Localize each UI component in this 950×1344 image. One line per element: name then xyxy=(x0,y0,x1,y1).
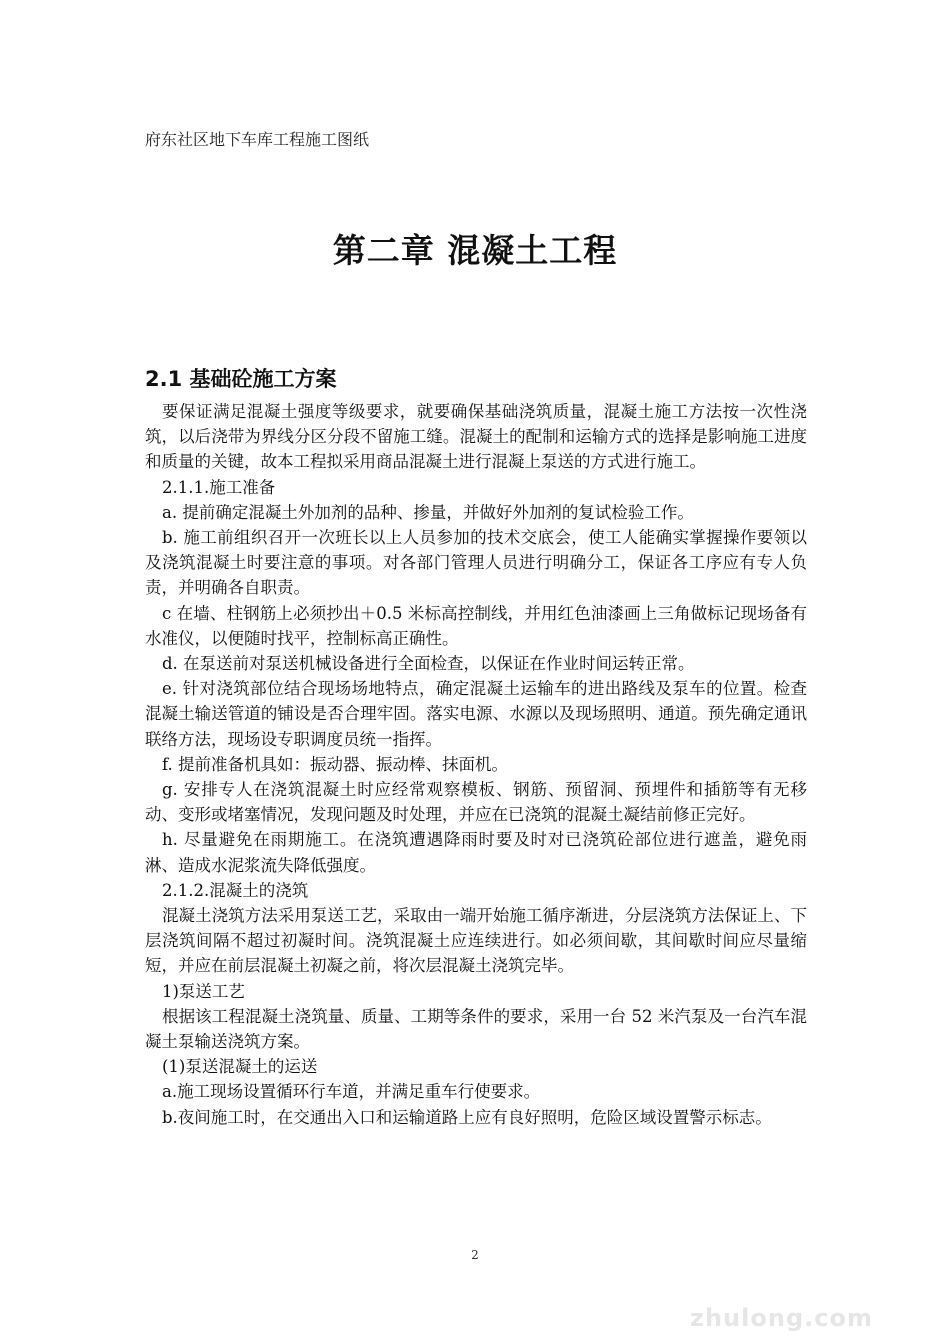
page-number: 2 xyxy=(471,1248,479,1262)
subsection-heading: (1)泵送混凝土的运送 xyxy=(162,1057,318,1077)
list-item: g. 安排专人在浇筑混凝土时应经常观察模板、钢筋、预留洞、预埋件和插筋等有无移动、变形或堵塞情况，发现问题及时处理，并应在已浇筑的混凝土凝结前修正完好。 xyxy=(145,780,807,825)
watermark: zhulong.com xyxy=(690,1304,873,1332)
paragraph: 混凝土浇筑方法采用泵送工艺，采取由一端开始施工循序渐进，分层浇筑方法保证上、下层浇筑间隔不超过初凝时间。浇筑混凝土应连续进行。如必须间歇，其间歇时间应尽量缩短，并应在前层混凝土初凝之前，将次层混凝土浇筑完毕。 xyxy=(145,906,807,976)
paragraph: 根据该工程混凝土浇筑量、质量、工期等条件的要求，采用一台 52 米汽泵及一台汽车混凝土泵输送浇筑方案。 xyxy=(145,1006,807,1052)
section-title: 2.1 基础砼施工方案 xyxy=(145,367,337,391)
subsection-heading: 2.1.1.施工准备 xyxy=(162,477,276,497)
list-item: f. 提前准备机具如：振动器、振动棒、抹面机。 xyxy=(162,754,509,774)
subsection-heading: 2.1.2.混凝土的浇筑 xyxy=(162,880,309,900)
list-item: c 在墙、柱钢筋上必须抄出＋0.5 米标高控制线，并用红色油漆画上三角做标记现场备有水准仪，以便随时找平，控制标高正确性。 xyxy=(145,603,807,648)
list-item: a.施工现场设置循环行车道，并满足重车行使要求。 xyxy=(162,1082,541,1102)
subsection-heading: 1)泵送工艺 xyxy=(162,981,245,1001)
list-item: b.夜间施工时，在交通出入口和运输道路上应有良好照明，危险区域设置警示标志。 xyxy=(162,1107,772,1127)
list-item: b. 施工前组织召开一次班长以上人员参加的技术交底会，使工人能确实掌握操作要领以及浇筑混凝土时要注意的事项。对各部门管理人员进行明确分工，保证各工序应有专人负责，并明确各自职责。 xyxy=(145,528,807,598)
chapter-title: 第二章 混凝土工程 xyxy=(332,231,618,270)
list-item: e. 针对浇筑部位结合现场场地特点，确定混凝土运输车的进出路线及泵车的位置。检查混凝土输送管道的铺设是否合理牢固。落实电源、水源以及现场照明、通道。预先确定通讯联络方法，现场设专职调度员统一指挥。 xyxy=(145,679,807,749)
document-header: 府东社区地下车库工程施工图纸 xyxy=(145,130,370,149)
list-item: a. 提前确定混凝土外加剂的品种、掺量，并做好外加剂的复试检验工作。 xyxy=(162,502,694,522)
list-item: d. 在泵送前对泵送机械设备进行全面检查，以保证在作业时间运转正常。 xyxy=(162,654,695,674)
list-item: h. 尽量避免在雨期施工。在浇筑遭遇降雨时要及时对已浇筑砼部位进行遮盖，避免雨淋、造成水泥浆流失降低强度。 xyxy=(145,830,807,875)
paragraph: 要保证满足混凝土强度等级要求，就要确保基础浇筑质量，混凝土施工方法按一次性浇筑，以后浇带为界线分区分段不留施工缝。混凝土的配制和运输方式的选择是影响施工进度和质量的关键，故本工程拟采用商品混凝土进行混凝上泵送的方式进行施工。 xyxy=(145,402,807,472)
body-text xyxy=(145,399,807,1130)
